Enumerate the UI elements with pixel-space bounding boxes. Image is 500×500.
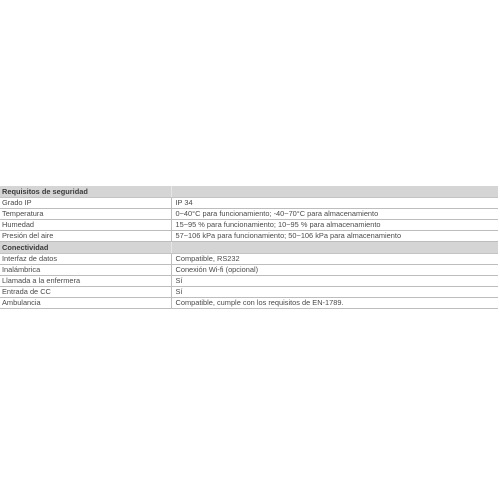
section-title: Conectividad [0,242,171,254]
row-value: 15~95 % para funcionamiento; 10~95 % para almacenamiento [171,220,498,231]
row-label: Interfaz de datos [0,254,171,265]
section-header-blank [171,186,498,198]
table-row [0,231,498,242]
row-label: Inalámbrica [0,265,171,276]
specifications-table [0,186,498,309]
table-row [0,298,498,309]
table-row [0,198,498,209]
row-label: Temperatura [0,209,171,220]
section-header-safety [0,186,498,198]
row-label: Ambulancia [0,298,171,309]
table-row [0,287,498,298]
row-value: IP 34 [171,198,498,209]
table-row [0,276,498,287]
section-header-connectivity [0,242,498,254]
row-value: Conexión Wi-fi (opcional) [171,265,498,276]
table-row [0,209,498,220]
row-label: Entrada de CC [0,287,171,298]
section-title: Requisitos de seguridad [0,186,171,198]
row-value: Sí [171,276,498,287]
table-row [0,254,498,265]
row-value: 57~106 kPa para funcionamiento; 50~106 kPa para almacenamiento [171,231,498,242]
row-value: Sí [171,287,498,298]
section-header-blank [171,242,498,254]
row-label: Llamada a la enfermera [0,276,171,287]
row-value: 0~40°C para funcionamiento; -40~70°C para almacenamiento [171,209,498,220]
row-label: Presión del aire [0,231,171,242]
row-label: Humedad [0,220,171,231]
row-value: Compatible, RS232 [171,254,498,265]
row-label: Grado IP [0,198,171,209]
row-value: Compatible, cumple con los requisitos de EN-1789. [171,298,498,309]
table-row [0,265,498,276]
table-row [0,220,498,231]
